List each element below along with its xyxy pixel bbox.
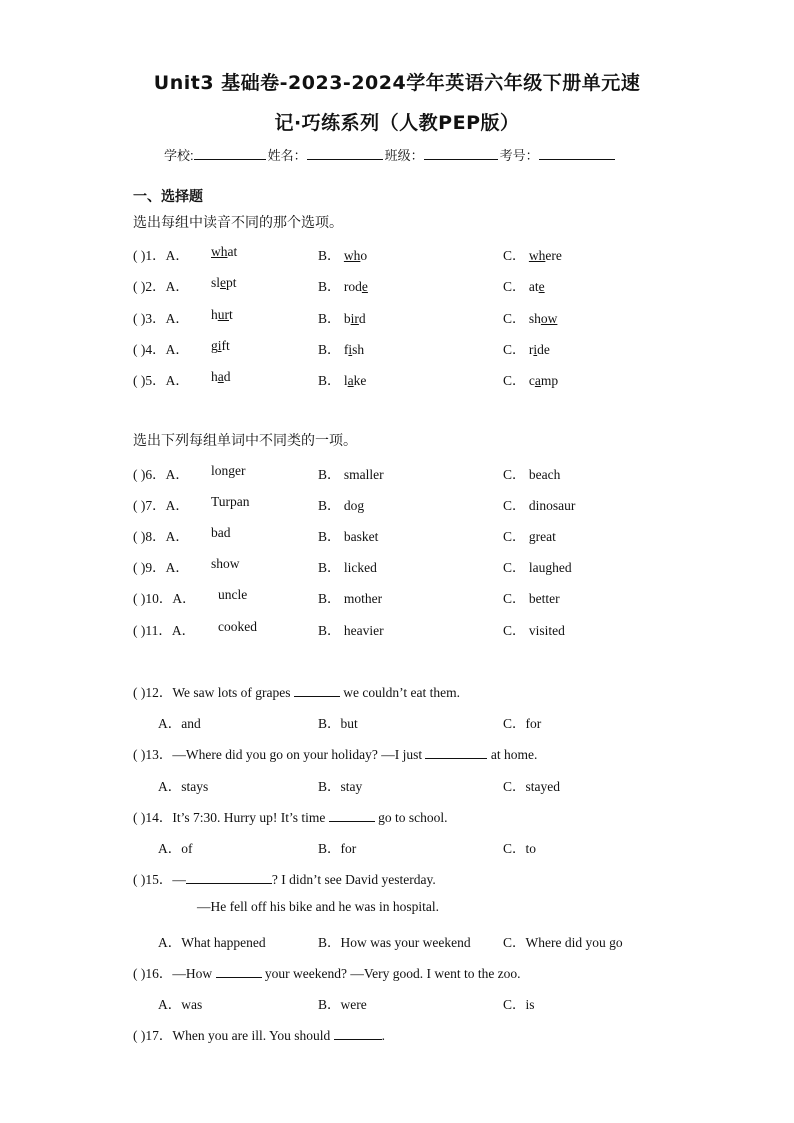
option-c[interactable]: C． beach xyxy=(503,467,561,482)
option-c[interactable]: C． better xyxy=(503,591,560,606)
option-a[interactable]: A．What happened xyxy=(158,935,266,950)
option-a[interactable]: A．and xyxy=(158,716,201,731)
option-c[interactable]: C．stayed xyxy=(503,779,560,794)
question-number: ( )8．A． xyxy=(133,529,189,544)
option-a[interactable]: A．of xyxy=(158,841,193,856)
option-b[interactable]: B． lake xyxy=(318,373,367,388)
question-number: ( )2．A． xyxy=(133,279,189,294)
option-b[interactable]: B．stay xyxy=(318,779,363,794)
option-c[interactable]: C． ride xyxy=(503,342,550,357)
option-b[interactable]: B． licked xyxy=(318,560,377,575)
page-title-line-1: Unit3 基础卷-2023-2024学年英语六年级下册单元速 xyxy=(153,72,641,94)
option-a[interactable]: what xyxy=(211,244,238,259)
question-17: ( )17．When you are ill. You should . xyxy=(133,1028,385,1043)
question-number: ( )4．A． xyxy=(133,342,189,357)
option-c[interactable]: C． laughed xyxy=(503,560,572,575)
page-title-line-2: 记·巧练系列（人教PEP版） xyxy=(274,112,520,134)
question-number: ( )9．A． xyxy=(133,560,189,575)
question-number: ( )11．A． xyxy=(133,623,196,638)
answer-blank[interactable] xyxy=(186,870,272,884)
class-blank[interactable] xyxy=(424,147,498,160)
option-c[interactable]: C． camp xyxy=(503,373,559,388)
instruction-odd-one-out: 选出下列每组单词中不同类的一项。 xyxy=(133,433,357,449)
option-b[interactable]: B． fish xyxy=(318,342,365,357)
id-blank[interactable] xyxy=(539,147,615,160)
option-c[interactable]: C． where xyxy=(503,248,562,263)
option-c[interactable]: C．Where did you go xyxy=(503,935,623,950)
option-b[interactable]: B． who xyxy=(318,248,368,263)
option-b[interactable]: B．but xyxy=(318,716,358,731)
option-b[interactable]: B．How was your weekend xyxy=(318,935,471,950)
student-info-line xyxy=(164,145,617,164)
option-a[interactable]: bad xyxy=(211,525,231,540)
option-b[interactable]: B． rode xyxy=(318,279,368,294)
option-c[interactable]: C． show xyxy=(503,311,558,326)
answer-blank[interactable] xyxy=(425,745,487,759)
option-a[interactable]: A．was xyxy=(158,997,203,1012)
option-a[interactable]: uncle xyxy=(218,587,248,602)
option-c[interactable]: C． dinosaur xyxy=(503,498,576,513)
option-b[interactable]: B． basket xyxy=(318,529,379,544)
question-number: ( )3．A． xyxy=(133,311,189,326)
class-label: 班级： xyxy=(384,148,424,163)
question-15-response: —He fell off his bike and he was in hospital. xyxy=(197,899,439,914)
name-blank[interactable] xyxy=(307,147,383,160)
option-a[interactable]: hurt xyxy=(211,307,233,322)
option-c[interactable]: C．is xyxy=(503,997,535,1012)
option-b[interactable]: B．were xyxy=(318,997,367,1012)
option-c[interactable]: C． visited xyxy=(503,623,565,638)
option-a[interactable]: slept xyxy=(211,275,237,290)
option-c[interactable]: C． ate xyxy=(503,279,545,294)
option-b[interactable]: B． mother xyxy=(318,591,383,606)
option-b[interactable]: B． bird xyxy=(318,311,366,326)
answer-blank[interactable] xyxy=(216,964,262,978)
option-b[interactable]: B． dog xyxy=(318,498,365,513)
question-number: ( )1．A． xyxy=(133,248,189,263)
option-a[interactable]: A．stays xyxy=(158,779,209,794)
option-a[interactable]: gift xyxy=(211,338,230,353)
question-16: ( )16．—How your weekend? —Very good. I went to the zoo. xyxy=(133,966,521,981)
answer-blank[interactable] xyxy=(329,808,375,822)
option-a[interactable]: longer xyxy=(211,463,246,478)
option-c[interactable]: C．for xyxy=(503,716,542,731)
question-15: ( )15．— ? I didn’t see David yesterday. xyxy=(133,872,436,887)
question-number: ( )7．A． xyxy=(133,498,189,513)
instruction-phonics: 选出每组中读音不同的那个选项。 xyxy=(133,215,343,231)
id-label: 考号： xyxy=(499,148,539,163)
school-blank[interactable] xyxy=(194,147,266,160)
question-14: ( )14．It’s 7:30. Hurry up! It’s time go to school. xyxy=(133,810,448,825)
question-13: ( )13．—Where did you go on your holiday? —I just at home. xyxy=(133,747,538,762)
question-number: ( )6．A． xyxy=(133,467,189,482)
option-a[interactable]: Turpan xyxy=(211,494,250,509)
answer-blank[interactable] xyxy=(294,683,340,697)
option-c[interactable]: C． great xyxy=(503,529,556,544)
option-a[interactable]: cooked xyxy=(218,619,257,634)
option-b[interactable]: B． heavier xyxy=(318,623,384,638)
option-b[interactable]: B．for xyxy=(318,841,357,856)
option-b[interactable]: B． smaller xyxy=(318,467,384,482)
school-label: 学校: xyxy=(164,148,194,163)
option-a[interactable]: had xyxy=(211,369,231,384)
question-number: ( )10．A． xyxy=(133,591,196,606)
question-number: ( )5．A． xyxy=(133,373,189,388)
question-12: ( )12．We saw lots of grapes we couldn’t eat them. xyxy=(133,685,460,700)
section-heading: 一、选择题 xyxy=(133,189,203,205)
name-label: 姓名： xyxy=(267,148,307,163)
option-a[interactable]: show xyxy=(211,556,240,571)
option-c[interactable]: C．to xyxy=(503,841,537,856)
answer-blank[interactable] xyxy=(334,1026,382,1040)
